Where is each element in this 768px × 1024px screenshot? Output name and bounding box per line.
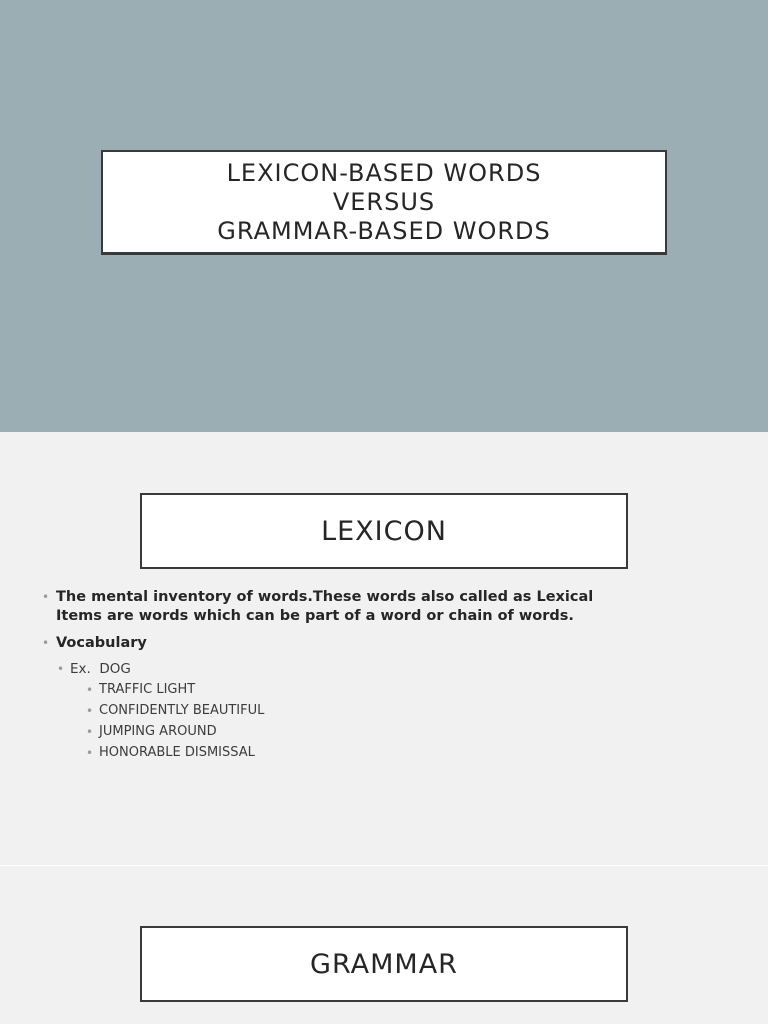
definition-text-continued: are words which can be part of a word or chain of words. bbox=[101, 608, 574, 624]
lexicon-slide bbox=[0, 432, 768, 865]
vocabulary-label: Vocabulary bbox=[56, 635, 147, 651]
bullet-example bbox=[40, 661, 640, 677]
example-item-text: HONORABLE DISMISSAL bbox=[99, 745, 255, 760]
definition-text: The mental inventory of words.These words also called as bbox=[56, 589, 537, 605]
example-text: Ex. DOG bbox=[70, 661, 131, 677]
bullet-dot-icon: • bbox=[86, 746, 94, 760]
lexicon-title-box bbox=[140, 493, 628, 569]
main-title-line-2: VERSUS bbox=[332, 187, 436, 216]
bullet-dot-icon: • bbox=[42, 590, 50, 604]
main-title-box bbox=[101, 150, 667, 255]
example-item-text: CONFIDENTLY BEAUTIFUL bbox=[99, 703, 265, 718]
bullet-dot-icon: • bbox=[86, 683, 94, 697]
example-item-text: JUMPING AROUND bbox=[99, 724, 217, 739]
main-title-line-3: GRAMMAR-BASED WORDS bbox=[217, 216, 551, 245]
bullet-dot-icon: • bbox=[86, 725, 94, 739]
lexicon-bullet-list bbox=[40, 588, 640, 766]
example-item-text: TRAFFIC LIGHT bbox=[99, 682, 196, 697]
bullet-example-item bbox=[40, 724, 640, 739]
grammar-title-box bbox=[140, 926, 628, 1002]
grammar-slide bbox=[0, 866, 768, 1024]
bullet-example-item bbox=[40, 745, 640, 760]
bullet-definition bbox=[40, 588, 640, 626]
title-slide bbox=[0, 0, 768, 432]
bullet-dot-icon: • bbox=[42, 636, 50, 650]
grammar-title: GRAMMAR bbox=[310, 948, 458, 980]
bullet-example-item bbox=[40, 703, 640, 718]
main-title-line-1: LEXICON-BASED WORDS bbox=[226, 158, 542, 187]
bullet-dot-icon: • bbox=[86, 704, 94, 718]
lexicon-title: LEXICON bbox=[321, 515, 447, 547]
bullet-vocabulary bbox=[40, 634, 640, 653]
bullet-example-item bbox=[40, 682, 640, 697]
lexical-items-term: Lexical Items bbox=[56, 589, 594, 624]
bullet-dot-icon: • bbox=[57, 662, 65, 676]
